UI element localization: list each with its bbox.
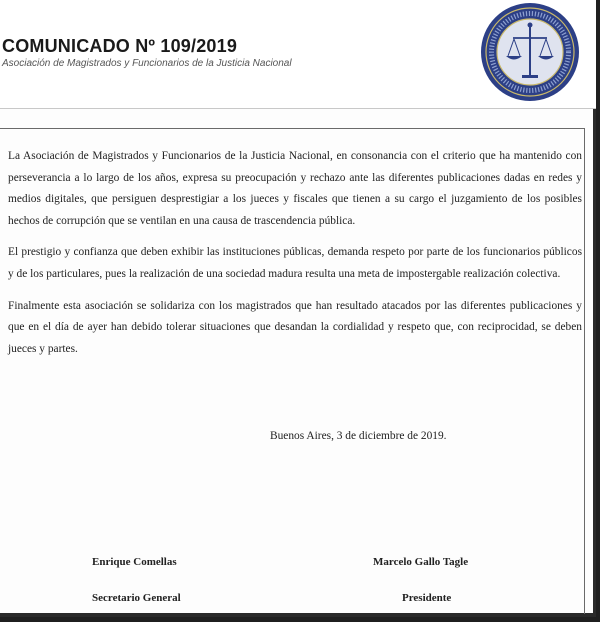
scales-of-justice-seal-icon <box>480 2 580 102</box>
communique-body <box>8 146 582 370</box>
paragraph: El prestigio y confianza que deben exhibir las instituciones públicas, demanda respeto por parte de los funcionarios públicos y de los particulares, pues la realización de una sociedad madura resulta una meta de impostergable realización colectiva. <box>8 246 582 280</box>
date-line: Buenos Aires, 3 de diciembre de 2019. <box>270 430 447 442</box>
signatory-name: Marcelo Gallo Tagle <box>373 556 469 568</box>
association-name: Asociación de Magistrados y Funcionarios de la Justicia Nacional <box>2 58 292 69</box>
signatory-name: Enrique Comellas <box>92 556 177 568</box>
signatory-role: Presidente <box>402 592 452 604</box>
document-header <box>0 0 596 109</box>
paragraph: Finalmente esta asociación se solidariza con los magistrados que han resultado atacados por las diferentes publicaciones y que en el día de ayer han debido tolerar situaciones que desandan la cordialidad y respeto que, con reciprocidad, se deben jueces y partes. <box>8 299 582 355</box>
signatory-role: Secretario General <box>92 592 181 604</box>
communique-title: COMUNICADO Nº 109/2019 <box>2 36 238 56</box>
paragraph: La Asociación de Magistrados y Funcionarios de la Justicia Nacional, en consonancia con el criterio que ha mantenido con perseverancia a lo largo de los años, expresa su preocupación y rechazo ante las diferentes publicaciones dadas en redes y medios digitales, que persiguen desprestigiar a los jueces y fiscales que tienen a su cargo el juzgamiento de los posibles hechos de corrupción que se ventilan en una causa de trascendencia pública. <box>8 150 582 227</box>
